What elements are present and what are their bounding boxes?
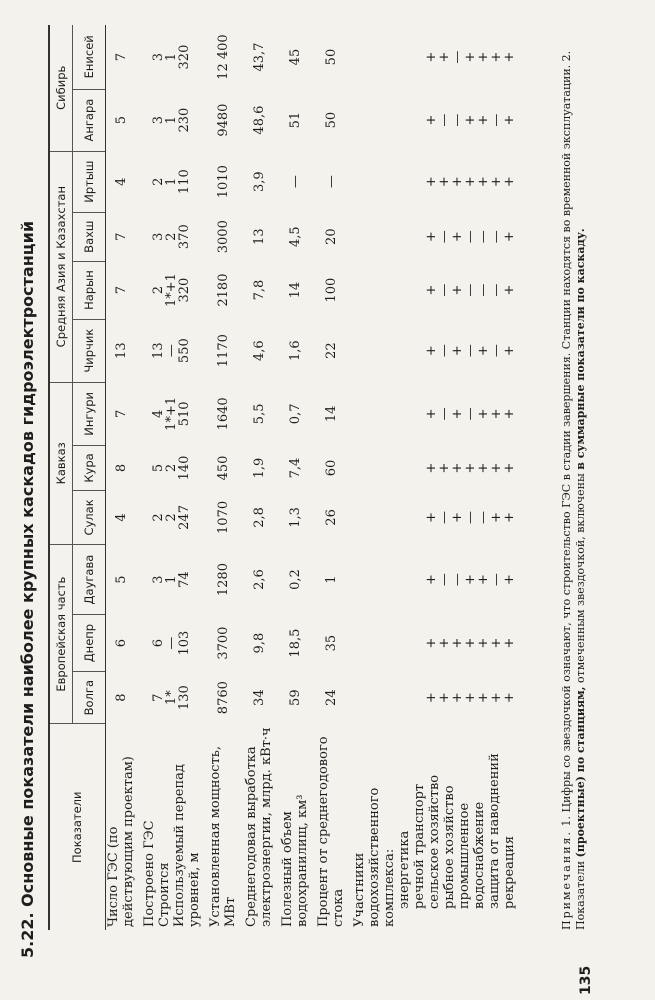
table-cell: 4,6 <box>251 340 267 362</box>
participant-label: энергетика <box>397 830 412 909</box>
table-cell: 1280 <box>215 563 231 597</box>
stacked-values <box>425 573 516 586</box>
table-value: 74 <box>177 571 192 588</box>
table-value: 3 <box>151 115 166 125</box>
participant-mark: + <box>437 176 452 188</box>
stacked-values <box>425 51 516 64</box>
stacked-values <box>152 397 191 431</box>
participant-mark: + <box>476 574 491 586</box>
column-header: Енисей <box>73 25 106 89</box>
table-value: 1* <box>164 690 179 706</box>
table-cell <box>142 671 202 724</box>
participant-mark: + <box>502 408 517 420</box>
participant-mark: — <box>489 113 504 127</box>
row-label-line: Строится <box>157 862 172 927</box>
table-cell <box>352 261 517 319</box>
stacked-values <box>152 338 191 363</box>
table-cell <box>352 445 517 490</box>
reservoir-row <box>280 25 310 930</box>
participant-mark: + <box>476 637 491 649</box>
participant-mark: — <box>476 510 491 524</box>
stacked-values <box>152 45 191 70</box>
table-cell: 13 <box>251 228 267 245</box>
table-cell: 1070 <box>215 500 231 534</box>
table-cell: 2180 <box>215 273 231 307</box>
table-value: 1 <box>164 575 179 584</box>
runoff-percent-row <box>316 25 346 930</box>
table-cell: 1170 <box>215 334 231 368</box>
participant-mark: + <box>450 462 465 474</box>
stacked-values <box>425 511 516 524</box>
table-value: 230 <box>177 107 192 133</box>
stacked-values <box>152 631 191 656</box>
table-cell: 0,7 <box>287 403 303 425</box>
participant-mark: + <box>476 345 491 357</box>
table-value: 3 <box>151 575 166 584</box>
table-cell: 9,8 <box>251 632 267 654</box>
table-cell <box>142 25 202 89</box>
table-value: 2 <box>164 463 179 473</box>
table-cell: 5 <box>113 115 129 125</box>
participant-mark: + <box>437 637 452 649</box>
group-header: Европейская часть <box>49 544 73 724</box>
participant-mark: + <box>450 511 465 523</box>
row-label-line: Построено ГЭС <box>142 820 157 927</box>
stacked-values <box>425 463 516 474</box>
capacity-row <box>208 25 238 930</box>
table-cell: 4,5 <box>287 226 303 248</box>
participant-mark: + <box>463 574 478 586</box>
participant-mark: + <box>424 345 439 357</box>
table-cell: 9480 <box>215 103 231 137</box>
participant-mark: + <box>463 462 478 474</box>
group-header: Кавказ <box>49 382 73 544</box>
table-cell <box>352 544 517 615</box>
table-cell: 450 <box>215 455 231 481</box>
participant-mark: — <box>437 283 452 297</box>
stacked-values <box>152 456 191 481</box>
participant-mark: + <box>424 51 439 63</box>
table-cell <box>352 212 517 261</box>
participants-heading: Участники водохозяйственного комплекса: <box>352 787 397 927</box>
table-cell: 7 <box>113 52 129 62</box>
participant-mark: + <box>489 637 504 649</box>
table-cell: 1640 <box>215 397 231 431</box>
participant-mark: — <box>463 510 478 524</box>
notes-bold: (проектные) по станциям, <box>574 686 587 858</box>
table-cell <box>142 89 202 151</box>
hydro-cascades-table <box>48 25 517 930</box>
participant-mark: + <box>450 231 465 243</box>
table-cell <box>352 615 517 671</box>
participant-mark: + <box>502 176 517 188</box>
notes-text: отмеченным звездочкой, включены <box>574 473 587 683</box>
participant-mark: + <box>450 176 465 188</box>
page-title: 5.22. Основные показатели наиболее крупных каскадов гидроэлектростанций <box>18 220 37 958</box>
column-header: Нарын <box>73 261 106 319</box>
participant-mark: + <box>489 692 504 704</box>
participant-mark: + <box>424 462 439 474</box>
table-cell: — <box>323 175 339 189</box>
table-notes <box>560 25 588 930</box>
table-value: 3 <box>151 232 166 241</box>
participant-label: рекреация <box>502 835 517 909</box>
row-label-line: Используемый перепад уровней, м <box>172 764 202 927</box>
column-header: Иртыш <box>73 151 106 212</box>
table-cell: 8 <box>113 463 129 473</box>
table-value: 1 <box>164 177 179 186</box>
notes-text: 1. Цифры со звездочкой означают, что строительство ГЭС в стадии завершения. Станции находятся во временной эксплуатации. 2. Показатели <box>560 50 587 930</box>
table-cell: 2,6 <box>251 569 267 590</box>
table-cell <box>352 89 517 151</box>
table-cell <box>142 212 202 261</box>
participant-mark: + <box>502 231 517 243</box>
table-cell: 59 <box>287 689 303 706</box>
participant-label: защита от наводнений <box>487 753 502 909</box>
stacked-values <box>152 505 191 530</box>
column-header: Сулак <box>73 491 106 545</box>
column-header: Волга <box>73 671 106 724</box>
column-header: Днепр <box>73 615 106 671</box>
table-cell: 1 <box>323 575 339 584</box>
table-cell: 12 400 <box>215 34 231 80</box>
row-label: Среднегодовая выработка электроэнергии, млрд. кВт·ч <box>244 727 274 927</box>
table-value: 6 <box>151 638 166 648</box>
table-cell: 7,8 <box>251 279 267 301</box>
participant-mark: — <box>437 573 452 587</box>
stacked-values <box>152 169 191 194</box>
participant-mark: + <box>502 692 517 704</box>
table-cell: 5 <box>113 575 129 584</box>
participant-mark: + <box>476 114 491 126</box>
participant-mark: + <box>437 462 452 474</box>
participant-mark: + <box>489 462 504 474</box>
participant-mark: + <box>502 511 517 523</box>
row-label <box>142 724 202 930</box>
participant-mark: — <box>463 230 478 244</box>
stacked-values <box>152 224 191 249</box>
table-cell: 4 <box>113 513 129 522</box>
table-value: 1*+1 <box>164 273 179 308</box>
participant-mark: + <box>489 176 504 188</box>
table-cell: 8 <box>113 693 129 702</box>
table-cell <box>352 25 517 89</box>
participant-mark: + <box>424 408 439 420</box>
table-cell <box>352 151 517 212</box>
table-value: 2 <box>164 513 179 522</box>
participant-mark: + <box>489 511 504 523</box>
table-cell: 3000 <box>215 220 231 254</box>
participant-mark: + <box>476 51 491 63</box>
participant-mark: + <box>502 462 517 474</box>
table-cell: 26 <box>323 509 339 526</box>
table-cell: 20 <box>323 228 339 245</box>
table-cell: 3700 <box>215 626 231 660</box>
participant-mark: + <box>424 284 439 296</box>
participant-mark: + <box>463 692 478 704</box>
table-cell: 7 <box>113 409 129 418</box>
participant-mark: + <box>463 176 478 188</box>
participant-mark: — <box>489 573 504 587</box>
table-cell: 7 <box>113 285 129 295</box>
participant-label: речной транспорт <box>412 783 427 909</box>
table-value: — <box>164 344 179 358</box>
table-cell <box>142 544 202 615</box>
participant-mark: — <box>476 230 491 244</box>
table-cell: 100 <box>323 277 339 303</box>
row-label: Полезный объем водохранилищ, км³ <box>280 794 310 927</box>
table-cell: 1,6 <box>287 340 303 362</box>
participant-mark: + <box>437 692 452 704</box>
participant-mark: — <box>463 407 478 421</box>
column-header: Даугава <box>73 544 106 615</box>
table-cell: 13 <box>113 342 129 359</box>
participant-mark: + <box>463 637 478 649</box>
stacked-values <box>152 273 191 307</box>
table-cell: — <box>287 175 303 189</box>
stacked-values <box>425 176 516 187</box>
table-cell <box>142 261 202 319</box>
participant-mark: + <box>502 637 517 649</box>
participant-mark: — <box>489 230 504 244</box>
table-value: 2 <box>151 285 166 295</box>
table-cell: 14 <box>323 405 339 423</box>
stacked-values <box>425 114 516 127</box>
stacked-values <box>425 638 516 649</box>
participant-mark: + <box>424 574 439 586</box>
table-value: 370 <box>177 224 192 250</box>
table-cell: 5,5 <box>251 403 267 425</box>
participant-mark: — <box>437 344 452 358</box>
stacked-values <box>425 407 516 420</box>
participant-mark: — <box>489 344 504 358</box>
table-cell <box>142 445 202 490</box>
participant-label: сельское хозяйство <box>427 774 442 909</box>
table-cell: 6 <box>113 638 129 648</box>
participant-label: рыбное хозяйство <box>442 785 457 909</box>
table-value: 550 <box>177 338 192 364</box>
table-cell <box>142 491 202 545</box>
row-label: Установленная мощность, МВт <box>208 746 238 927</box>
participant-mark: — <box>476 283 491 297</box>
table-cell: 3,9 <box>251 171 267 193</box>
row-label: Число ГЭС (по действующим проектам) <box>106 756 136 927</box>
table-cell <box>142 382 202 445</box>
participant-mark: — <box>450 50 465 64</box>
participant-mark: — <box>437 113 452 127</box>
table-cell <box>352 491 517 545</box>
table-cell: 48,6 <box>251 105 267 135</box>
participant-mark: — <box>463 283 478 297</box>
column-header: Вахш <box>73 212 106 261</box>
notes-bold: в суммарные показатели по каскаду. <box>574 228 587 470</box>
participant-mark: + <box>476 408 491 420</box>
participant-mark: + <box>476 462 491 474</box>
table-cell <box>142 615 202 671</box>
table-value: 140 <box>177 455 192 481</box>
participant-mark: + <box>476 176 491 188</box>
participant-label: промышленное водоснабжение <box>457 801 487 909</box>
table-value: 13 <box>151 342 166 359</box>
table-value: 1 <box>164 52 179 62</box>
participant-mark: + <box>424 637 439 649</box>
participant-mark: + <box>450 408 465 420</box>
table-cell: 22 <box>323 342 339 359</box>
table-cell: 24 <box>323 689 339 706</box>
table-cell: 18,5 <box>287 628 303 658</box>
table-value: 130 <box>177 685 192 711</box>
table-value: 320 <box>177 277 192 303</box>
table-cell: 1,3 <box>287 507 303 528</box>
built-construction-head-row <box>142 25 202 930</box>
participant-mark: + <box>450 284 465 296</box>
table-value: 2 <box>151 177 166 186</box>
table-cell: 43,7 <box>251 42 267 72</box>
table-cell: 0,2 <box>287 569 303 590</box>
table-value: 110 <box>177 169 192 195</box>
table-value: 3 <box>151 52 166 62</box>
participant-mark: + <box>489 51 504 63</box>
table-value: 7 <box>151 693 166 702</box>
table-value: 103 <box>177 630 192 656</box>
column-header: Кура <box>73 445 106 490</box>
table-cell <box>352 671 517 724</box>
participants-row <box>352 25 517 930</box>
participants-label <box>352 724 517 930</box>
table-cell: 34 <box>251 689 267 706</box>
table-cell: 60 <box>323 459 339 477</box>
participant-mark: + <box>502 284 517 296</box>
table-value: 247 <box>177 505 192 530</box>
page-number: 135 <box>578 965 594 995</box>
participant-mark: — <box>437 230 452 244</box>
participant-mark: + <box>437 51 452 63</box>
stacked-values <box>152 571 191 588</box>
notes-prefix: Примечания. <box>560 830 573 930</box>
stacked-values <box>425 344 516 357</box>
table-cell: 50 <box>323 111 339 129</box>
stacked-values <box>152 108 191 133</box>
participant-mark: + <box>424 114 439 126</box>
row-label: Процент от среднегодового стока <box>316 736 346 927</box>
participant-mark: + <box>502 345 517 357</box>
stacked-values <box>425 284 516 297</box>
table-cell: 35 <box>323 634 339 652</box>
group-header: Средняя Азия и Казахстан <box>49 151 73 382</box>
participant-mark: + <box>450 345 465 357</box>
participant-mark: + <box>463 51 478 63</box>
participant-mark: + <box>424 692 439 704</box>
participant-mark: + <box>450 692 465 704</box>
table-value: 2 <box>151 513 166 522</box>
table-cell <box>142 319 202 382</box>
participant-mark: — <box>463 344 478 358</box>
participant-mark: — <box>437 510 452 524</box>
ges-count-row <box>106 25 137 930</box>
group-header: Сибирь <box>49 25 73 151</box>
table-value: 320 <box>177 44 192 70</box>
table-cell: 51 <box>287 111 303 129</box>
table-value: 1*+1 <box>164 396 179 431</box>
column-header: Ингури <box>73 382 106 445</box>
column-header: Чирчик <box>73 319 106 382</box>
stacked-values <box>152 685 191 710</box>
table-cell <box>352 382 517 445</box>
table-value: 510 <box>177 401 192 427</box>
table-cell: 7 <box>113 232 129 241</box>
participant-mark: + <box>476 692 491 704</box>
participant-mark: + <box>424 511 439 523</box>
participant-mark: — <box>489 283 504 297</box>
stacked-values <box>425 692 516 703</box>
table-value: 2 <box>164 232 179 241</box>
table-cell <box>142 151 202 212</box>
table-cell: 1,9 <box>251 457 267 479</box>
participant-mark: — <box>450 573 465 587</box>
table-cell: 4 <box>113 177 129 186</box>
participant-mark: + <box>424 176 439 188</box>
participant-mark: + <box>424 231 439 243</box>
table-cell: 7,4 <box>287 457 303 479</box>
table-cell: 45 <box>287 48 303 66</box>
table-value: 5 <box>151 463 166 473</box>
participant-mark: — <box>437 407 452 421</box>
table-value: 4 <box>151 409 166 418</box>
participant-mark: + <box>502 51 517 63</box>
table-cell: 2,8 <box>251 507 267 528</box>
participant-mark: + <box>489 408 504 420</box>
table-cell: 14 <box>287 281 303 299</box>
participant-mark: + <box>502 114 517 126</box>
indicator-header: Показатели <box>49 724 106 930</box>
column-header: Ангара <box>73 89 106 151</box>
participant-mark: — <box>450 113 465 127</box>
table-cell <box>352 319 517 382</box>
participant-mark: + <box>450 637 465 649</box>
generation-row <box>244 25 274 930</box>
table-cell: 1010 <box>215 165 231 199</box>
stacked-values <box>425 230 516 243</box>
table-cell: 50 <box>323 48 339 66</box>
table-value: — <box>164 636 179 650</box>
table-cell: 8760 <box>215 681 231 715</box>
table-body <box>106 25 518 930</box>
participant-mark: + <box>463 114 478 126</box>
table-value: 1 <box>164 115 179 125</box>
participant-mark: + <box>502 574 517 586</box>
